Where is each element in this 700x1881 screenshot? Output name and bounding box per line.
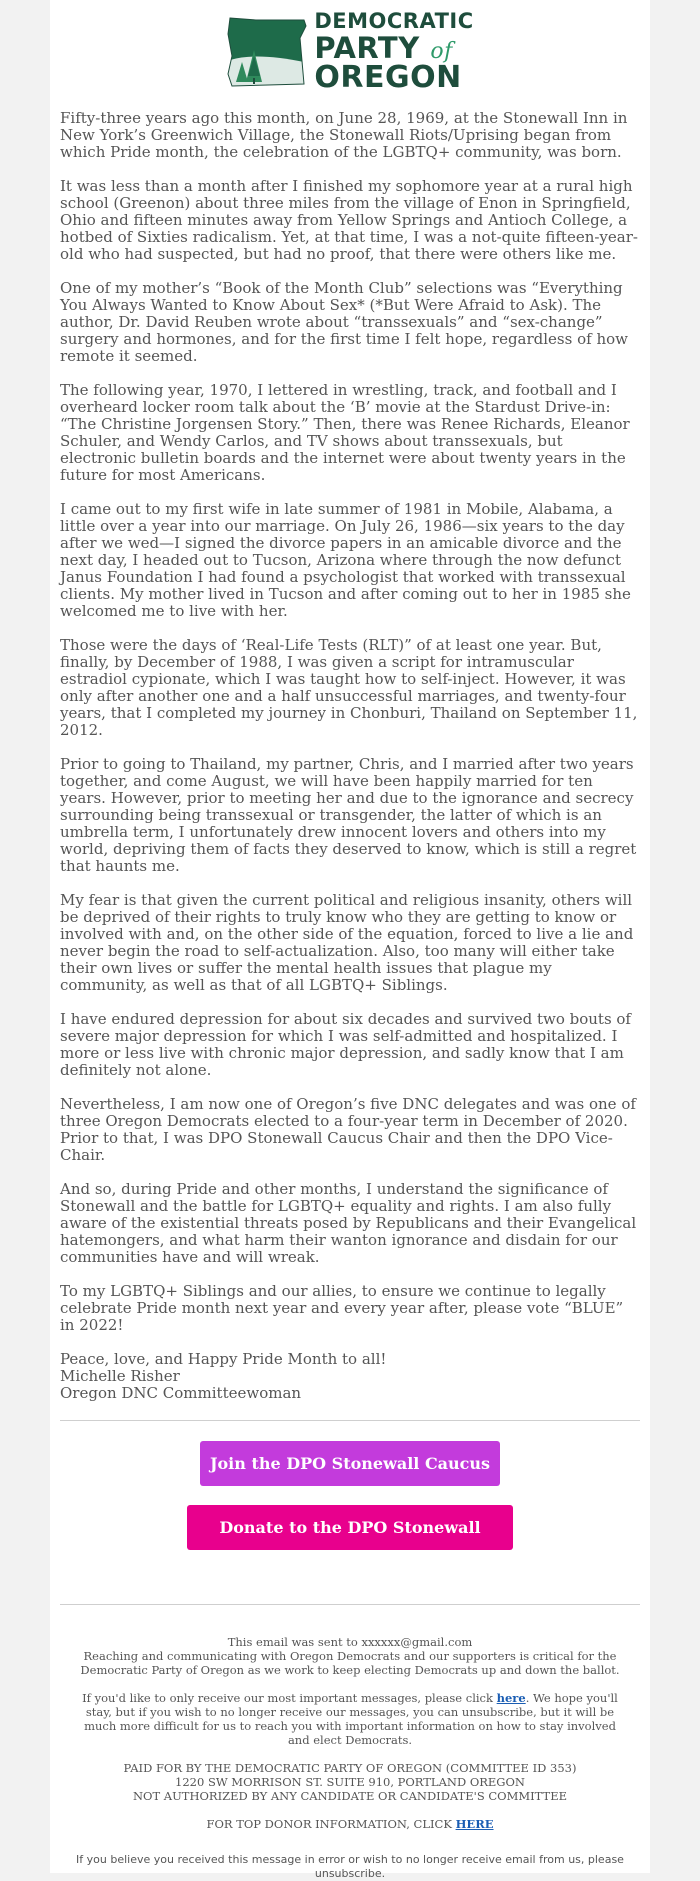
paragraph-12: To my LGBTQ+ Siblings and our allies, to ensure we continue to legally celebrate Pride month next year and every year after, please vote “BLUE” in 2022! xyxy=(60,1282,624,1334)
paragraph-5: I came out to my first wife in late summer of 1981 in Mobile, Alabama, a little over a year into our marriage. On July 26, 1986—six years to the day after we wed—I signed the divorce papers in an amicable divorce and the next day, I headed out to Tucson, Arizona where through the now defunct Janus Foundation I had found a psychologist that worked with transsexual clients. My mother lived in Tucson and after coming out to her in 1985 she welcomed me to live with her. xyxy=(60,500,631,620)
email-footer xyxy=(50,1605,650,1881)
footer-error-notice[interactable]: If you believe you received this message in error or wish to no longer receive email from us, please unsubscribe. xyxy=(76,1853,624,1880)
footer-disclaimer xyxy=(74,1761,626,1803)
donate-button-wrap xyxy=(50,1486,650,1582)
paragraph-9: I have endured depression for about six decades and survived two bouts of severe major depression for which I was self-admitted and hospitalized. I more or less live with chronic major depression, and sadly know that I am definitely not alone. xyxy=(60,1010,631,1079)
logo-line-party xyxy=(314,31,473,65)
preferences-here-link[interactable]: here xyxy=(496,1691,526,1705)
paragraph-7: Prior to going to Thailand, my partner, Chris, and I married after two years together, and come August, we will have been happily married for ten years. However, prior to meeting her and due to the ignorance and secrecy surrounding being transsexual or transgender, the latter of which is an umbrella term, I unfortunately drew innocent lovers and others into my world, depriving them of facts they deserved to know, which is still a regret that haunts me. xyxy=(60,755,637,875)
paragraph-4: The following year, 1970, I lettered in wrestling, track, and football and I overheard locker room talk about the ‘B’ movie at the Stardust Drive-in: “The Christine Jorgensen Story.” Then, there was Renee Richards, Eleanor Schuler, and Wendy Carlos, and TV shows about transsexuals, but electronic bulletin boards and the internet were about twenty years in the future for most Americans. xyxy=(60,381,630,484)
paragraph-8: My fear is that given the current political and religious insanity, others will be deprived of their rights to truly know who they are getting to know or involved with and, on the other side of the equation, forced to live a lie and never begin the road to self-actualization. Also, too many will either take their own lives or suffer the mental health issues that plague my community, as well as that of all LGBTQ+ Siblings. xyxy=(60,891,634,994)
paragraph-11: And so, during Pride and other months, I understand the significance of Stonewall and the battle for LGBTQ+ equality and rights. I am also fully aware of the existential threats posed by Republicans and their Evangelical hatemongers, and what harm their wanton ignorance and disdain for our communities have and will wreak. xyxy=(60,1180,637,1266)
footer-address: 1220 SW MORRISON ST. SUITE 910, PORTLAND OREGON xyxy=(175,1775,525,1789)
join-caucus-button[interactable]: Join the DPO Stonewall Caucus xyxy=(200,1441,500,1486)
logo-party-word: PARTY xyxy=(314,31,420,65)
logo-line-oregon: OREGON xyxy=(314,60,462,95)
join-button-wrap xyxy=(50,1421,650,1486)
footer-recipient xyxy=(74,1635,626,1677)
paragraph-3: One of my mother’s “Book of the Month Club” selections was “Everything You Always Wanted to Know About Sex* (*But Were Afraid to Ask). The author, Dr. David Reuben wrote about “transsexuals” and “sex-change” surgery and hormones, and for the first time I felt hope, regardless of how remote it seemed. xyxy=(60,279,628,365)
footer-sent-to: This email was sent to xxxxxx@gmail.com xyxy=(227,1635,473,1649)
signoff-name: Michelle Risher xyxy=(60,1367,180,1385)
paragraph-2: It was less than a month after I finished my sophomore year at a rural high school (Greenon) about three miles from the village of Enon in Springfield, Ohio and fifteen minutes away from Yellow Springs and Antioch College, a hotbed of Sixties radicalism. Yet, at that time, I was a not-quite fifteen-year-old who had suspected, but had no proof, that there were others like me. xyxy=(60,177,638,263)
signoff-title: Oregon DNC Committeewoman xyxy=(60,1384,302,1402)
paragraph-6: Those were the days of ‘Real-Life Tests (RLT)” of at least one year. But, finally, by December of 1988, I was given a script for intramuscular estradiol cypionate, which I was taught how to self-inject. However, it was only after another one and a half unsuccessful marriages, and twenty-four years, that I completed my journey in Chonburi, Thailand on September 11, 2012. xyxy=(60,636,638,739)
footer-not-authorized: NOT AUTHORIZED BY ANY CANDIDATE OR CANDIDATE'S COMMITTEE xyxy=(132,1789,568,1803)
party-logo[interactable] xyxy=(50,0,650,98)
article-body xyxy=(50,98,650,1402)
footer-preferences xyxy=(74,1691,626,1747)
paragraph-10: Nevertheless, I am now one of Oregon’s five DNC delegates and was one of three Oregon Democrats elected to a four-year term in December of 2020. Prior to that, I was DPO Stonewall Caucus Chair and then the DPO Vice-Chair. xyxy=(60,1095,636,1164)
email-page xyxy=(50,0,650,1880)
oregon-state-icon xyxy=(226,16,308,88)
footer-reaching: Reaching and communicating with Oregon Democrats and our supporters is critical for the Democratic Party of Oregon as we work to keep electing Democrats up and down the ballot. xyxy=(80,1649,620,1677)
signoff-greeting: Peace, love, and Happy Pride Month to all! xyxy=(60,1350,387,1368)
paragraph-1: Fifty-three years ago this month, on June 28, 1969, at the Stonewall Inn in New York’s Greenwich Village, the Stonewall Riots/Uprising began from which Pride month, the celebration of the LGBTQ+ community, was born. xyxy=(60,109,628,161)
footer-paid-for: PAID FOR BY THE DEMOCRATIC PARTY OF OREGON (COMMITTEE ID 353) xyxy=(123,1761,577,1775)
footer-prefs-after: . We hope you'll stay, but if you wish to no longer receive our messages, you can unsubscribe, but it will be much more difficult for us to reach you with important information on how to stay involved and elect Democrats. xyxy=(84,1691,618,1747)
logo-wordmark xyxy=(314,11,473,93)
donate-caucus-button[interactable]: Donate to the DPO Stonewall Caucus xyxy=(187,1505,513,1550)
footer-prefs-before: If you'd like to only receive our most important messages, please click xyxy=(82,1691,497,1705)
logo-of-word: of xyxy=(430,39,453,64)
logo-lockup xyxy=(226,11,473,93)
footer-donor-info xyxy=(74,1817,626,1831)
footer-donor-before: FOR TOP DONOR INFORMATION, CLICK xyxy=(206,1817,456,1831)
signoff xyxy=(60,1351,640,1402)
logo-line-democratic: DEMOCRATIC xyxy=(314,9,474,33)
donor-info-here-link[interactable]: HERE xyxy=(455,1817,494,1831)
